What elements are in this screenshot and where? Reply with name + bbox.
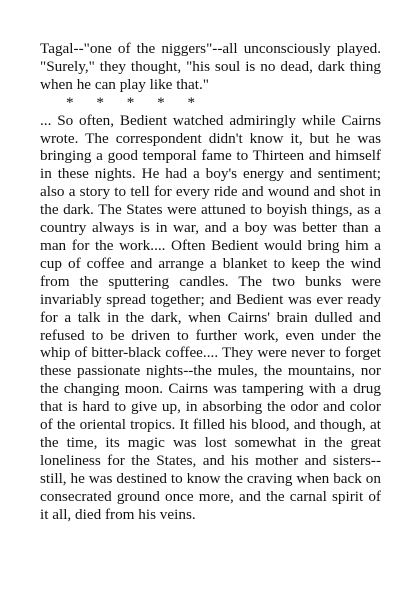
paragraph-tagal: Tagal--"one of the niggers"--all unconsciously played. "Surely," they thought, "his soul is no dead, dark thing when he can play like that.": [40, 40, 381, 93]
page-text-block: [40, 40, 381, 523]
section-break-asterisks: * * * * *: [66, 93, 196, 111]
paragraph-bedient-cairns: ... So often, Bedient watched admiringly while Cairns wrote. The correspondent didn't know it, but he was bringing a good temporal fame to Thirteen and himself in these nights. He had a boy's energy and sentiment; also a story to tell for every ride and wound and shot in the dark. The States were attuned to boyish things, as a country always is in war, and a boy was better than a man for the work.... Often Bedient would bring him a cup of coffee and arrange a blanket to keep the wind from the sputtering candles. The two bunks were invariably spread together; and Bedient was ever ready for a talk in the dark, when Cairns' brain dulled and refused to be driven to further work, even under the whip of bitter-black coffee.... They were never to forget these passionate nights--the mules, the mountains, nor the changing moon. Cairns was tampering with a drug that is hard to give up, in absorbing the odor and color of the oriental tropics. It filled his blood, and though, at the time, its magic was lost somewhat in the great loneliness for the States, and his mother and sisters--still, he was destined to know the craving when back on consecrated ground once more, and the carnal spirit of it all, died from his veins.: [40, 111, 381, 523]
